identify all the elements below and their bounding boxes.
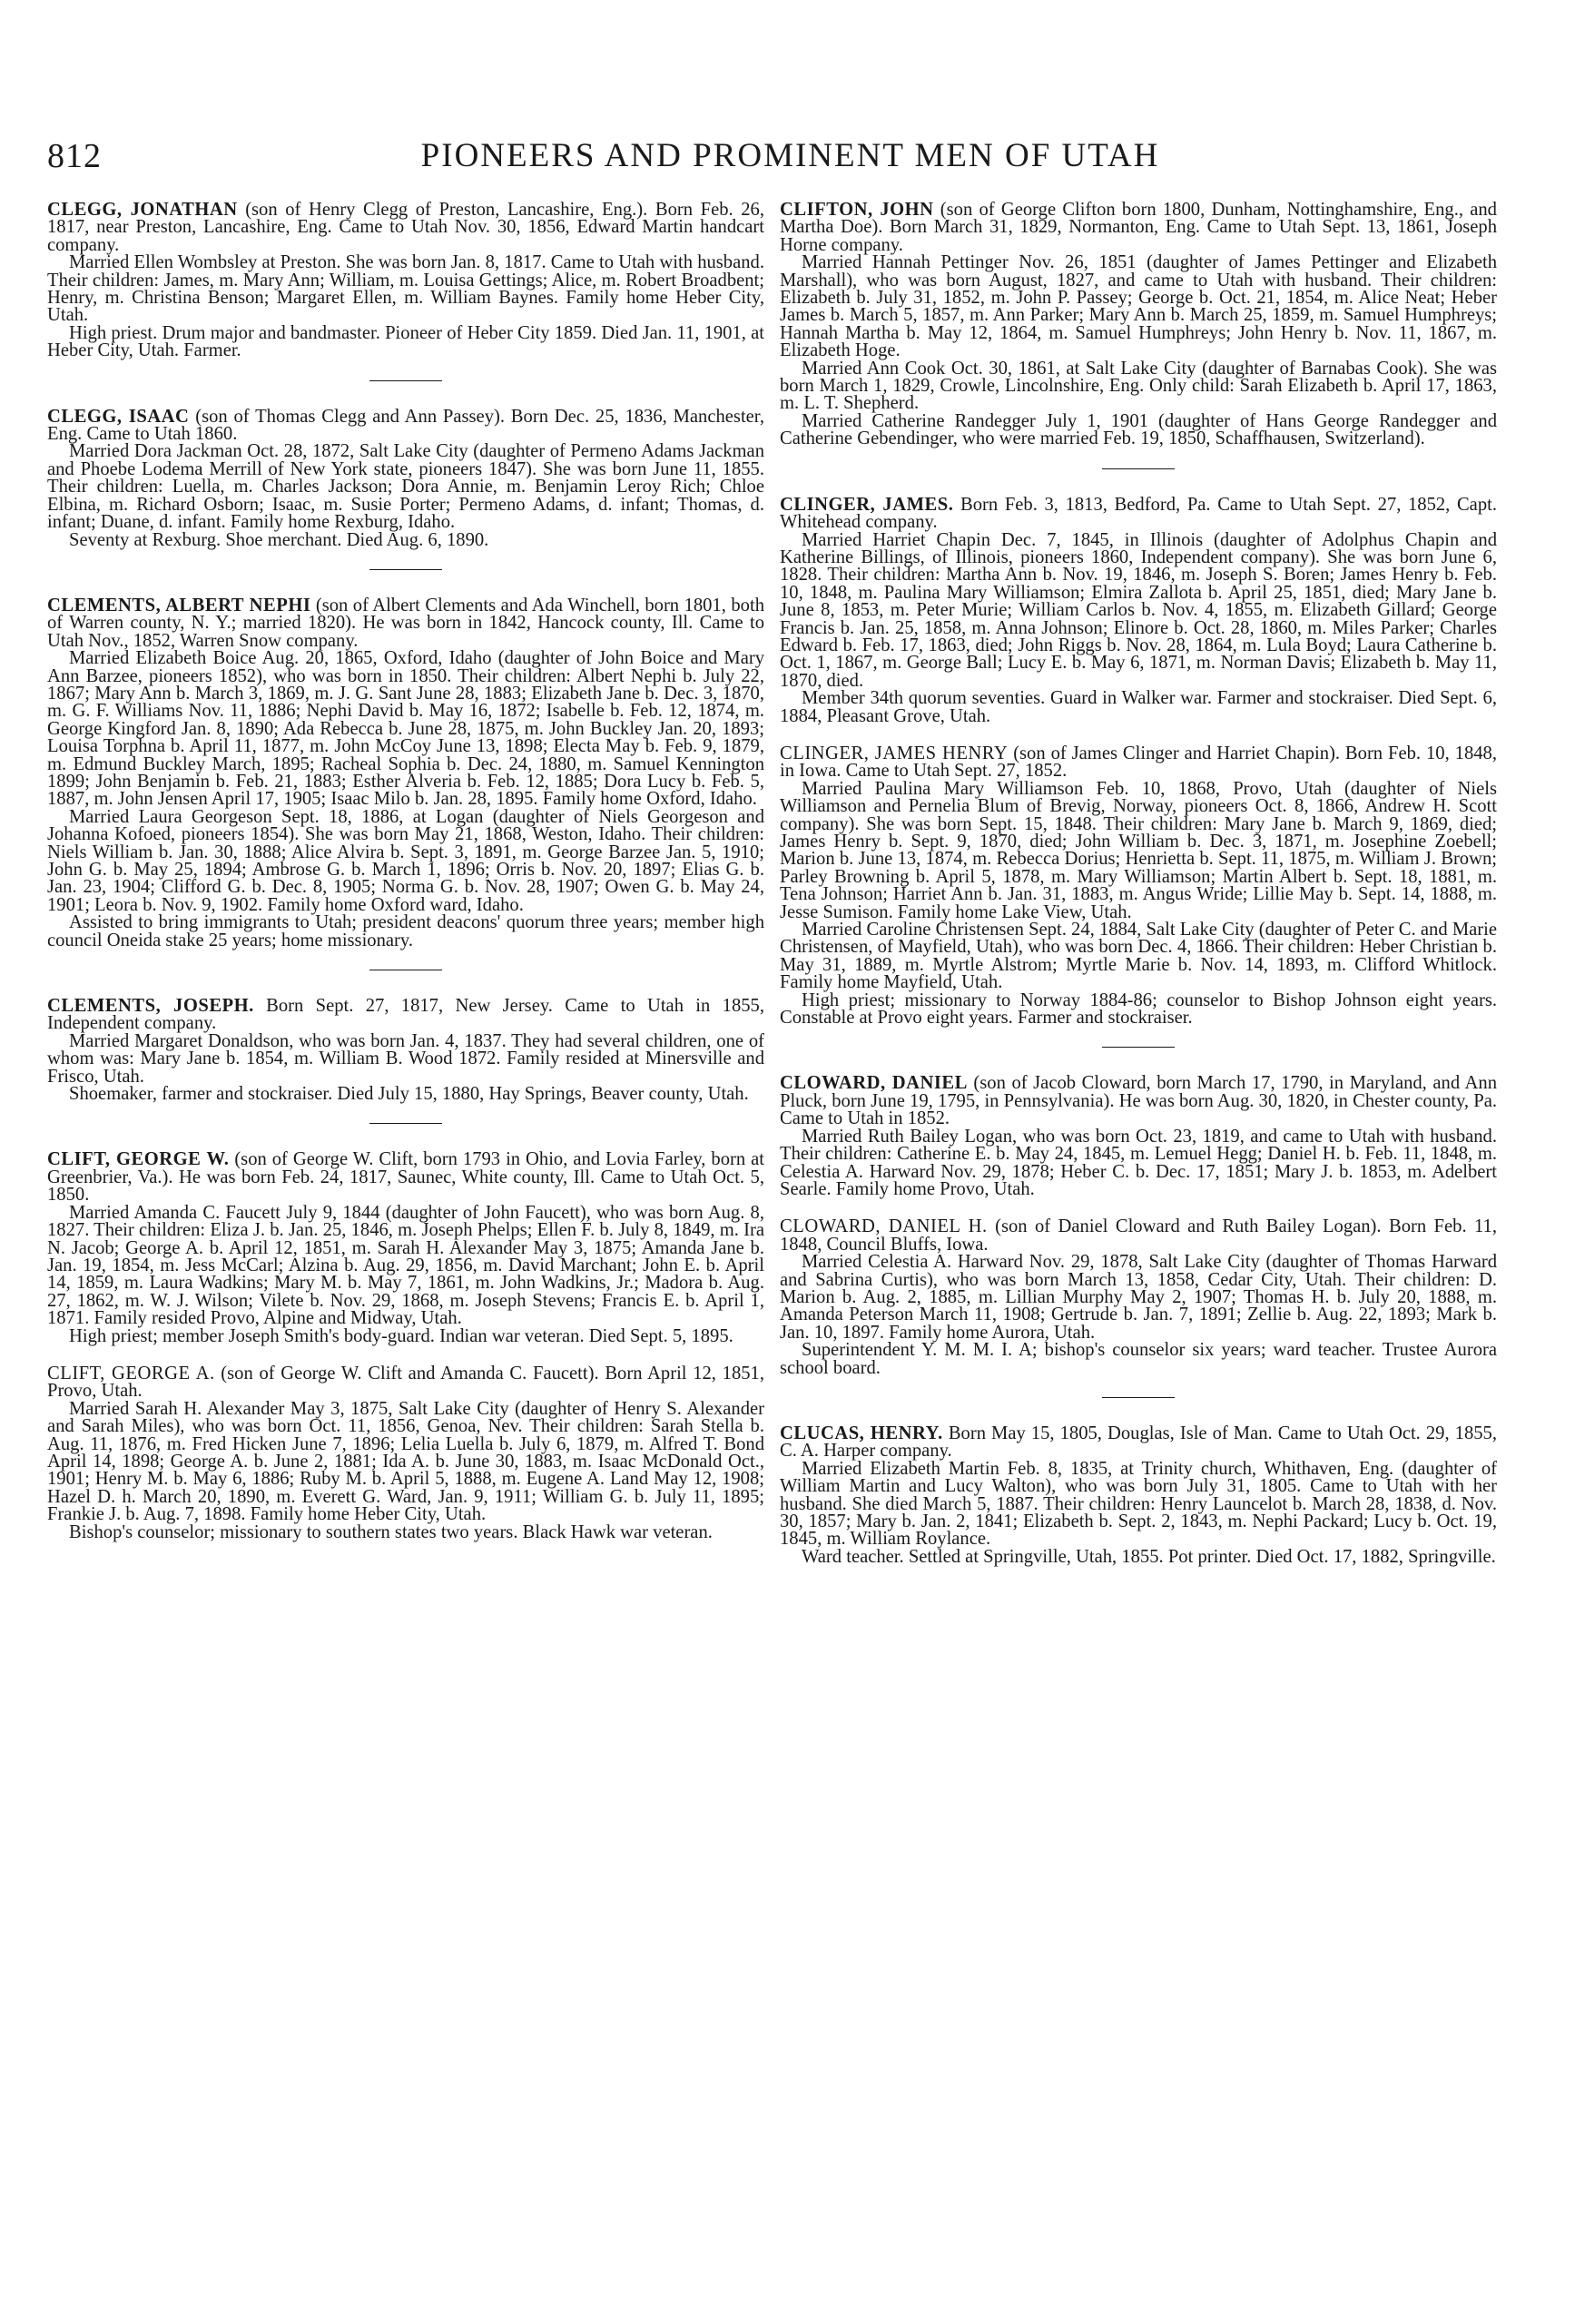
entry-paragraph: Assisted to bring immigrants to Utah; president deacons' quorum three years; member high council Oneida stake 25 years; home missionary. bbox=[47, 912, 764, 950]
entry-name: CLEMENTS, ALBERT NEPHI bbox=[47, 595, 311, 615]
entry-text: (son of Albert Clements and Ada Winchell, born 1801, both of Warren county, N. Y.; married 1820). He was born in 1842, Hancock county, Ill. Came to Utah Nov., 1852, Warren Snow company. bbox=[47, 595, 765, 651]
entry-name: CLEMENTS, JOSEPH. bbox=[47, 996, 254, 1017]
entry-name: CLINGER, JAMES. bbox=[780, 494, 954, 515]
entry-name: CLUCAS, HENRY. bbox=[780, 1423, 943, 1443]
entry-paragraph: Married Dora Jackman Oct. 28, 1872, Salt Lake City (daughter of Permeno Adams Jackman and Phoebe Lodema Merrill of New York state, pioneers 1847). She was born June 11, 1855. Their children: Luella, m. Charles Jackson; Dora Annie, m. Benjamin Leroy Rich; Chloe Elbina, m. Richard Osborn; Isaac, m. Susie Porter; Permeno Adams, d. infant; Thomas, d. infant; Duane, d. infant. Family home Rexburg, Idaho. bbox=[47, 441, 764, 533]
entry-paragraph: Married Amanda C. Faucett July 9, 1844 (daughter of John Faucett), who was born Aug. 8, 1827. Their children: Eliza J. b. Jan. 25, 1846, m. Joseph Phelps; Ellen F. b. July 8, 1849, m. Ira N. Jacob; George A. b. April 12, 1851, m. Sarah H. Alexander May 3, 1875; Amanda Jane b. Jan. 19, 1854, m. Jess McCarl; Alzina b. Aug. 29, 1856, m. David Marchant; John E. b. April 14, 1859, m. Laura Wadkins; Mary M. b. May 7, 1861, m. John Wadkins, Jr.; Madora b. Aug. 27, 1862, m. W. J. Wilson; Vilete b. Nov. 29, 1868, m. Joseph Stevens; Francis E. b. April 1, 1871. Family resided Provo, Alpine and Midway, Utah. bbox=[47, 1202, 764, 1329]
entry-text: (son of George W. Clift and Amanda C. Faucett). Born April 12, 1851, Provo, Utah. bbox=[47, 1363, 764, 1402]
entry-paragraph: Married Margaret Donaldson, who was born Jan. 4, 1837. They had several children, one of whom was: Mary Jane b. 1854, m. William B. Wood 1872. Family resided at Minersville and Frisco, Utah. bbox=[47, 1030, 764, 1087]
entry-paragraph: High priest; missionary to Norway 1884-86; counselor to Bishop Johnson eight years. Constable at Provo eight years. Farmer and stockraiser. bbox=[780, 990, 1497, 1029]
entry-name: CLEGG, JONATHAN bbox=[47, 200, 238, 220]
entry-separator-rule bbox=[369, 380, 442, 381]
entry-paragraph: Married Hannah Pettinger Nov. 26, 1851 (daughter of James Pettinger and Elizabeth Marshall), who was born August, 1827, and came to Utah with husband. Their children: Elizabeth b. July 31, 1852, m. John P. Passey; George b. Oct. 21, 1854, m. Alice Neat; Heber James b. March 5, 1857, m. Ann Parker; Mary Ann b. March 25, 1859, m. Samuel Humphreys; Hannah Martha b. May 12, 1864, m. Samuel Humphreys; John Henry b. Nov. 11, 1867, m. Elizabeth Hoge. bbox=[780, 252, 1497, 361]
left-column bbox=[47, 202, 764, 1566]
entry-spacing bbox=[780, 725, 1497, 745]
entry-paragraph: Married Catherine Randegger July 1, 1901 (daughter of Hans George Randegger and Catherine Gebendinger, who were married Feb. 19, 1850, Schaffhausen, Switzerland). bbox=[780, 410, 1497, 449]
entry-text: (son of James Clinger and Harriet Chapin). Born Feb. 10, 1848, in Iowa. Came to Utah Sept. 27, 1852. bbox=[780, 743, 1497, 782]
entry-separator-rule bbox=[369, 1123, 442, 1124]
entry-lead-paragraph bbox=[47, 1151, 764, 1204]
entry-name: CLOWARD, DANIEL bbox=[780, 1073, 968, 1094]
entry-paragraph: Ward teacher. Settled at Springville, Utah, 1855. Pot printer. Died Oct. 17, 1882, Springville. bbox=[802, 1546, 1496, 1567]
entry-name: CLINGER, JAMES HENRY bbox=[780, 743, 1009, 763]
entry-separator-rule bbox=[1102, 468, 1175, 469]
running-title: PIONEERS AND PROMINENT MEN OF UTAH bbox=[420, 137, 1160, 174]
entry-spacing bbox=[780, 1198, 1497, 1218]
entry-text: (son of Daniel Cloward and Ruth Bailey Logan). Born Feb. 11, 1848, Council Bluffs, Iowa. bbox=[780, 1216, 1497, 1255]
text-columns bbox=[47, 202, 1497, 1566]
entry-spacing bbox=[47, 1345, 764, 1365]
entry-separator-rule bbox=[1102, 1397, 1175, 1398]
biography-entry bbox=[780, 202, 1497, 448]
entry-text: Born Sept. 27, 1817, New Jersey. Came to Utah in 1855, Independent company. bbox=[47, 996, 764, 1034]
entry-paragraph: Married Sarah H. Alexander May 3, 1875, Salt Lake City (daughter of Henry S. Alexander and Sarah Miles), who was born Oct. 11, 1856, Genoa, Nev. Their children: Sarah Stella b. Aug. 11, 1876, m. Fred Hicken June 7, 1896; Lelia Luella b. July 6, 1879, m. Alfred T. Bond April 14, 1898; George A. b. June 2, 1881; Ida A. b. June 30, 1883, m. Isaac McDonald Oct., 1901; Henry M. b. May 6, 1886; Ruby M. b. April 5, 1888, m. Eugene A. Land May 12, 1908; Hazel D. h. March 20, 1890, m. Everett G. Ward, Jan. 9, 1911; William G. b. July 11, 1895; Frankie J. b. Aug. 7, 1898. Family home Heber City, Utah. bbox=[47, 1398, 764, 1525]
page-number: 812 bbox=[47, 137, 102, 175]
entry-text: (son of George W. Clift, born 1793 in Ohio, and Lovia Farley, born at Greenbrier, Va.). He was born Feb. 24, 1817, Saunec, White county, Ill. Came to Utah Oct. 5, 1850. bbox=[47, 1149, 764, 1206]
entry-text: (son of Jacob Cloward, born March 17, 1790, in Maryland, and Ann Pluck, born June 19, 1795, in Pennsylvania). He was born Aug. 30, 1820, in Chester county, Pa. Came to Utah in 1852. bbox=[780, 1073, 1498, 1129]
entry-name: CLIFT, GEORGE W. bbox=[47, 1149, 230, 1170]
entry-lead-paragraph bbox=[780, 1425, 1497, 1461]
entry-paragraph: High priest; member Joseph Smith's body-guard. Indian war veteran. Died Sept. 5, 1895. bbox=[69, 1325, 733, 1346]
biography-entry bbox=[780, 1218, 1497, 1377]
entry-text: (son of Henry Clegg of Preston, Lancashire, Eng.). Born Feb. 26, 1817, near Preston, Lancashire, Eng. Came to Utah Nov. 30, 1856, Edward Martin handcart company. bbox=[47, 200, 764, 255]
entry-paragraph: Married Celestia A. Harward Nov. 29, 1878, Salt Lake City (daughter of Thomas Harward and Sabrina Curtis), who was born March 13, 1858, Cedar City, Utah. Their children: D. Marion b. Aug. 2, 1885, m. Lillian Murphy May 2, 1907; Thomas H. b. July 20, 1888, m. Amanda Peterson March 11, 1908; Gertrude b. Jan. 7, 1891; Zellie b. Aug. 22, 1893; Mark b. Jan. 10, 1897. Family home Aurora, Utah. bbox=[780, 1252, 1497, 1343]
biography-entry bbox=[47, 202, 764, 360]
entry-name: CLOWARD, DANIEL H. bbox=[780, 1216, 988, 1237]
entry-lead-paragraph bbox=[47, 597, 764, 650]
entry-text: (son of Thomas Clegg and Ann Passey). Born Dec. 25, 1836, Manchester, Eng. Came to Utah 1860. bbox=[47, 406, 764, 445]
entry-paragraph: Married Elizabeth Boice Aug. 20, 1865, Oxford, Idaho (daughter of John Boice and Mary Ann Barzee, pioneers 1852), who was born in 1850. Their children: Albert Nephi b. July 22, 1867; Mary Ann b. March 3, 1869, m. J. G. Sant June 28, 1883; Elizabeth Jane b. Dec. 3, 1870, m. G. F. Williams Nov. 11, 1886; Nephi David b. May 16, 1872; Isabelle b. Feb. 12, 1874, m. George Kingford Jan. 8, 1890; Ada Rebecca b. June 28, 1875, m. John Buckley Jan. 20, 1893; Louisa Torphna b. April 11, 1877, m. John McCoy June 13, 1898; Electa May b. Feb. 9, 1879, m. Edmund Buckley March, 1895; Racheal Sophia b. Dec. 24, 1880, m. Samuel Kennington 1899; John Benjamin b. Feb. 21, 1883; Esther Alveria b. Feb. 12, 1885; Dora Lucy b. Feb. 5, 1887, m. John Jensen April 17, 1905; Isaac Milo b. Jan. 28, 1895. Family home Oxford, Idaho. bbox=[47, 648, 764, 810]
biography-entry bbox=[780, 745, 1497, 1028]
entry-paragraph: Married Paulina Mary Williamson Feb. 10, 1868, Provo, Utah (daughter of Niels Williamson and Pernelia Blum of Brevig, Norway, pioneers Oct. 8, 1866, Andrew H. Scott company). She was born Sept. 15, 1848. Their children: Mary Jane b. March 9, 1869, died; James Henry b. Sept. 9, 1870, died; John William b. Dec. 3, 1871, m. Josephine Zoebell; Marion b. June 13, 1874, m. Rebecca Dorius; Henrietta b. Sept. 11, 1875, m. William J. Brown; Parley Browning b. April 5, 1878, m. Mary Williamson; Martin Albert b. Sept. 18, 1881, m. Tena Johnson; Harriet Ann b. Jan. 31, 1883, m. Angus Wride; Lillie May b. Sept. 14, 1888, m. Jesse Sumison. Family home Lake View, Utah. bbox=[780, 778, 1497, 922]
entry-lead-paragraph bbox=[780, 1218, 1497, 1254]
entry-paragraph: Married Caroline Christensen Sept. 24, 1884, Salt Lake City (daughter of Peter C. and Marie Christensen, of Mayfield, Utah), who was born Dec. 4, 1866. Their children: Heber Christian b. May 31, 1889, m. Myrtle Alstrom; Myrtle Marie b. Nov. 14, 1893, m. Clifford Whitlock. Family home Mayfield, Utah. bbox=[780, 920, 1497, 993]
entry-lead-paragraph bbox=[780, 202, 1497, 254]
entry-paragraph: Member 34th quorum seventies. Guard in Walker war. Farmer and stockraiser. Died Sept. 6, 1884, Pleasant Grove, Utah. bbox=[780, 688, 1497, 726]
entry-separator-rule bbox=[369, 569, 442, 570]
entry-paragraph: Married Laura Georgeson Sept. 18, 1886, at Logan (daughter of Niels Georgeson and Johanna Kofoed, pioneers 1854). She was born May 21, 1868, Weston, Idaho. Their children: Niels William b. Jan. 30, 1888; Alice Alvira b. Sept. 3, 1891, m. George Barzee Jan. 5, 1910; John G. b. May 25, 1894; Ambrose G. b. March 1, 1896; Orris b. Nov. 20, 1897; Elias G. b. Jan. 23, 1904; Clifford G. b. Dec. 8, 1905; Norma G. b. Nov. 28, 1907; Owen G. b. May 24, 1901; Leora b. Nov. 9, 1902. Family home Oxford ward, Idaho. bbox=[47, 806, 764, 915]
entry-lead-paragraph bbox=[47, 406, 764, 445]
biography-entry bbox=[780, 1075, 1497, 1198]
entry-paragraph: Married Ruth Bailey Logan, who was born Oct. 23, 1819, and came to Utah with husband. Their children: Catherine E. b. May 24, 1845, m. Lemuel Hegg; Daniel H. b. Feb. 11, 1848, m. Celestia A. Harward Nov. 29, 1878; Heber C. b. Dec. 17, 1851; Mary J. b. 1853, m. Adelbert Searle. Family home Provo, Utah. bbox=[780, 1126, 1497, 1199]
biography-entry bbox=[47, 406, 764, 550]
biography-entry bbox=[47, 597, 764, 950]
entry-text: (son of George Clifton born 1800, Dunham, Nottinghamshire, Eng., and Martha Doe). Born March 31, 1829, Normanton, Eng. Came to Utah Sept. 13, 1861, Joseph Horne company. bbox=[780, 200, 1497, 255]
entry-text: Born May 15, 1805, Douglas, Isle of Man. Came to Utah Oct. 29, 1855, C. A. Harper company. bbox=[780, 1423, 1497, 1462]
biography-entry bbox=[47, 1365, 764, 1541]
entry-text: Born Feb. 3, 1813, Bedford, Pa. Came to Utah Sept. 27, 1852, Capt. Whitehead company. bbox=[780, 494, 1497, 533]
entry-name: CLIFTON, JOHN bbox=[780, 200, 934, 220]
entry-name: CLEGG, ISAAC bbox=[47, 406, 190, 427]
entry-paragraph: Married Harriet Chapin Dec. 7, 1845, in Illinois (daughter of Adolphus Chapin and Katherine Billings, of Illinois, pioneers 1860, Independent company). She was born June 6, 1828. Their children: Martha Ann b. Nov. 19, 1846, m. Joseph S. Boren; James Henry b. Feb. 10, 1848, m. Paulina Mary Williamson; Elmira Zallota b. April 25, 1851, died; Mary Jane b. June 8, 1853, m. Peter Murie; William Carlos b. Nov. 4, 1855, m. Elizabeth Gillard; George Francis b. Jan. 25, 1858, m. Anna Johnson; Elinore b. Oct. 28, 1860, m. Miles Parker; Charles Edward b. Feb. 17, 1863, died; John Riggs b. Nov. 28, 1864, m. Lula Boyd; Laura Catherine b. Oct. 1, 1867, m. George Ball; Lucy E. b. May 6, 1871, m. Norman Davis; Elizabeth b. May 11, 1870, died. bbox=[780, 529, 1497, 691]
entry-paragraph: Married Elizabeth Martin Feb. 8, 1835, at Trinity church, Whithaven, Eng. (daughter of William Martin and Lucy Walton), who was born July 31, 1805. Came to Utah with her husband. She died March 5, 1887. Their children: Henry Launcelot b. March 28, 1838, d. Nov. 30, 1857; Mary b. Jan. 2, 1841; Elizabeth b. Sept. 2, 1843, m. Nephi Packard; Lucy b. Oct. 19, 1845, m. William Roylance. bbox=[780, 1458, 1497, 1550]
biography-entry bbox=[780, 494, 1497, 726]
entry-lead-paragraph bbox=[780, 1075, 1497, 1128]
entry-lead-paragraph bbox=[780, 745, 1497, 781]
entry-paragraph: Married Ann Cook Oct. 30, 1861, at Salt Lake City (daughter of Barnabas Cook). She was born March 1, 1829, Crowle, Lincolnshire, Eng. Only child: Sarah Elizabeth b. April 17, 1863, m. L. T. Shepherd. bbox=[780, 358, 1497, 414]
entry-paragraph: Bishop's counselor; missionary to southern states two years. Black Hawk war veteran. bbox=[69, 1521, 713, 1542]
entry-paragraph: Married Ellen Wombsley at Preston. She was born Jan. 8, 1817. Came to Utah with husband. Their children: James, m. Mary Ann; William, m. Louisa Gettings; Alice, m. Robert Broadbent; Henry, m. Christina Benson; Margaret Ellen, m. William Baynes. Family home Heber City, Utah. bbox=[47, 252, 764, 326]
entry-lead-paragraph bbox=[780, 494, 1497, 533]
entry-paragraph: Superintendent Y. M. M. I. A; bishop's counselor six years; ward teacher. Trustee Aurora school board. bbox=[780, 1340, 1497, 1378]
biography-entry bbox=[780, 1425, 1497, 1566]
biography-entry bbox=[47, 1151, 764, 1344]
entry-paragraph: Shoemaker, farmer and stockraiser. Died July 15, 1880, Hay Springs, Beaver county, Utah. bbox=[69, 1084, 749, 1105]
entry-name: CLIFT, GEORGE A. bbox=[47, 1363, 215, 1384]
page-header bbox=[47, 136, 1497, 191]
biography-entry bbox=[47, 998, 764, 1103]
entry-separator-rule bbox=[1102, 1047, 1175, 1048]
entry-paragraph: Seventy at Rexburg. Shoe merchant. Died Aug. 6, 1890. bbox=[69, 529, 489, 550]
right-column bbox=[780, 202, 1497, 1566]
entry-lead-paragraph bbox=[47, 998, 764, 1033]
entry-paragraph: High priest. Drum major and bandmaster. Pioneer of Heber City 1859. Died Jan. 11, 1901, at Heber City, Utah. Farmer. bbox=[47, 322, 764, 361]
entry-lead-paragraph bbox=[47, 202, 764, 254]
entry-lead-paragraph bbox=[47, 1365, 764, 1401]
